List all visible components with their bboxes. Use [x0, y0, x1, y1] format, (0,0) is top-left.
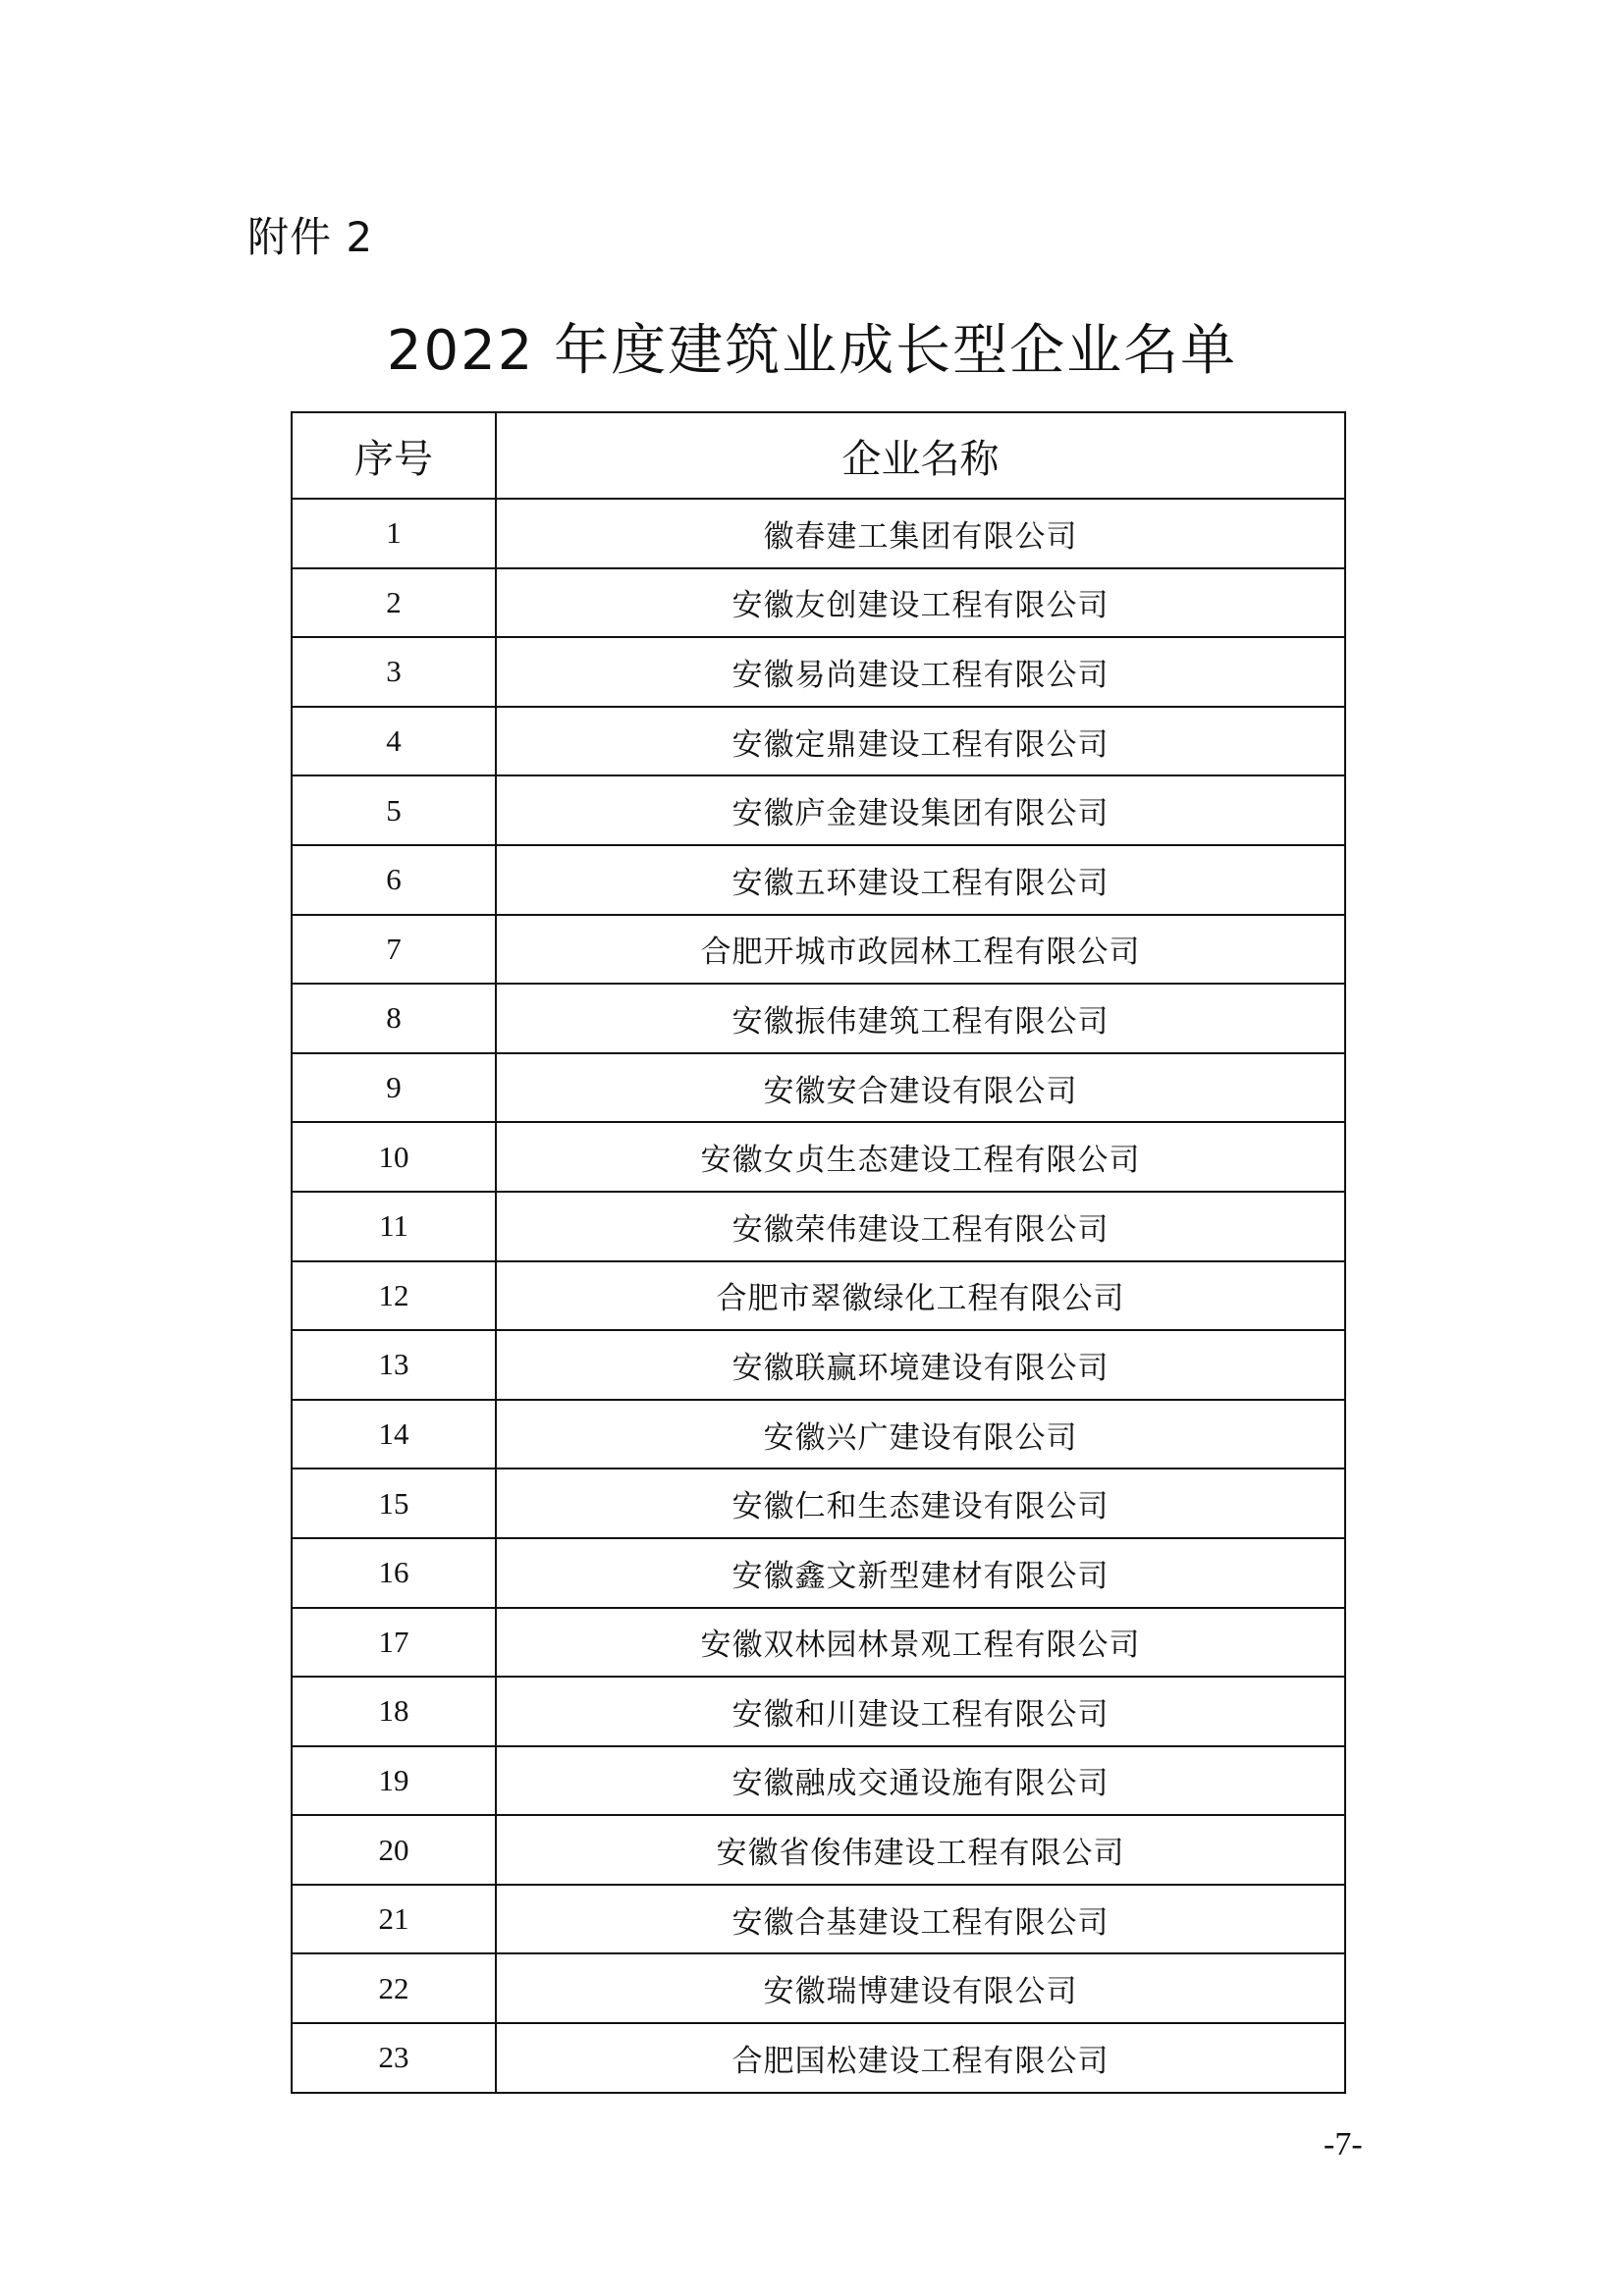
row-number: 20 — [292, 1815, 496, 1885]
row-number: 8 — [292, 984, 496, 1053]
row-number: 18 — [292, 1677, 496, 1746]
row-number: 11 — [292, 1192, 496, 1261]
company-name: 安徽仁和生态建设有限公司 — [496, 1468, 1345, 1538]
company-name: 安徽振伟建筑工程有限公司 — [496, 984, 1345, 1053]
company-name: 安徽合基建设工程有限公司 — [496, 1885, 1345, 1954]
row-number: 13 — [292, 1330, 496, 1400]
header-company-name: 企业名称 — [496, 412, 1345, 499]
table-row — [292, 1468, 1345, 1538]
row-number: 3 — [292, 637, 496, 707]
row-number: 6 — [292, 845, 496, 915]
company-name: 安徽荣伟建设工程有限公司 — [496, 1192, 1345, 1261]
table-row — [292, 1677, 1345, 1746]
table-row — [292, 1053, 1345, 1123]
table-row — [292, 2023, 1345, 2093]
company-name: 安徽瑞博建设有限公司 — [496, 1953, 1345, 2023]
company-name: 安徽安合建设有限公司 — [496, 1053, 1345, 1123]
company-name: 合肥国松建设工程有限公司 — [496, 2023, 1345, 2093]
row-number: 9 — [292, 1053, 496, 1123]
row-number: 23 — [292, 2023, 496, 2093]
company-name: 安徽女贞生态建设工程有限公司 — [496, 1122, 1345, 1192]
company-name: 徽春建工集团有限公司 — [496, 499, 1345, 568]
row-number: 4 — [292, 707, 496, 776]
table-row — [292, 1885, 1345, 1954]
row-number: 12 — [292, 1261, 496, 1331]
document-title: 2022 年度建筑业成长型企业名单 — [386, 319, 1238, 383]
table-row — [292, 637, 1345, 707]
company-name: 安徽双林园林景观工程有限公司 — [496, 1608, 1345, 1678]
header-serial-number: 序号 — [292, 412, 496, 499]
table-row — [292, 1953, 1345, 2023]
table-row — [292, 1330, 1345, 1400]
table-row — [292, 1746, 1345, 1816]
company-name: 安徽融成交通设施有限公司 — [496, 1746, 1345, 1816]
row-number: 19 — [292, 1746, 496, 1816]
table-row — [292, 915, 1345, 985]
company-list-table — [291, 411, 1346, 2094]
row-number: 10 — [292, 1122, 496, 1192]
row-number: 17 — [292, 1608, 496, 1678]
page-number: -7- — [1324, 2126, 1363, 2163]
table-row — [292, 1538, 1345, 1608]
row-number: 2 — [292, 568, 496, 638]
row-number: 22 — [292, 1953, 496, 2023]
table-row — [292, 1261, 1345, 1331]
company-name: 安徽和川建设工程有限公司 — [496, 1677, 1345, 1746]
company-name: 安徽联赢环境建设有限公司 — [496, 1330, 1345, 1400]
row-number: 15 — [292, 1468, 496, 1538]
table-row — [292, 845, 1345, 915]
row-number: 16 — [292, 1538, 496, 1608]
row-number: 7 — [292, 915, 496, 985]
company-name: 安徽友创建设工程有限公司 — [496, 568, 1345, 638]
table-row — [292, 1608, 1345, 1678]
table-row — [292, 1815, 1345, 1885]
table-body — [292, 499, 1345, 2093]
company-name: 安徽兴广建设有限公司 — [496, 1400, 1345, 1469]
row-number: 14 — [292, 1400, 496, 1469]
company-name: 安徽鑫文新型建材有限公司 — [496, 1538, 1345, 1608]
company-name: 安徽易尚建设工程有限公司 — [496, 637, 1345, 707]
table-row — [292, 707, 1345, 776]
table-row — [292, 499, 1345, 568]
table-row — [292, 1400, 1345, 1469]
table-row — [292, 1122, 1345, 1192]
table-row — [292, 568, 1345, 638]
company-name: 合肥开城市政园林工程有限公司 — [496, 915, 1345, 985]
table-row — [292, 775, 1345, 845]
company-name: 安徽省俊伟建设工程有限公司 — [496, 1815, 1345, 1885]
table-row — [292, 1192, 1345, 1261]
attachment-label: 附件 2 — [247, 213, 374, 261]
row-number: 21 — [292, 1885, 496, 1954]
table-row — [292, 984, 1345, 1053]
company-name: 合肥市翠徽绿化工程有限公司 — [496, 1261, 1345, 1331]
company-name: 安徽五环建设工程有限公司 — [496, 845, 1345, 915]
table-header — [292, 412, 1345, 499]
row-number: 1 — [292, 499, 496, 568]
company-name: 安徽定鼎建设工程有限公司 — [496, 707, 1345, 776]
row-number: 5 — [292, 775, 496, 845]
company-name: 安徽庐金建设集团有限公司 — [496, 775, 1345, 845]
table-header-row — [292, 412, 1345, 499]
